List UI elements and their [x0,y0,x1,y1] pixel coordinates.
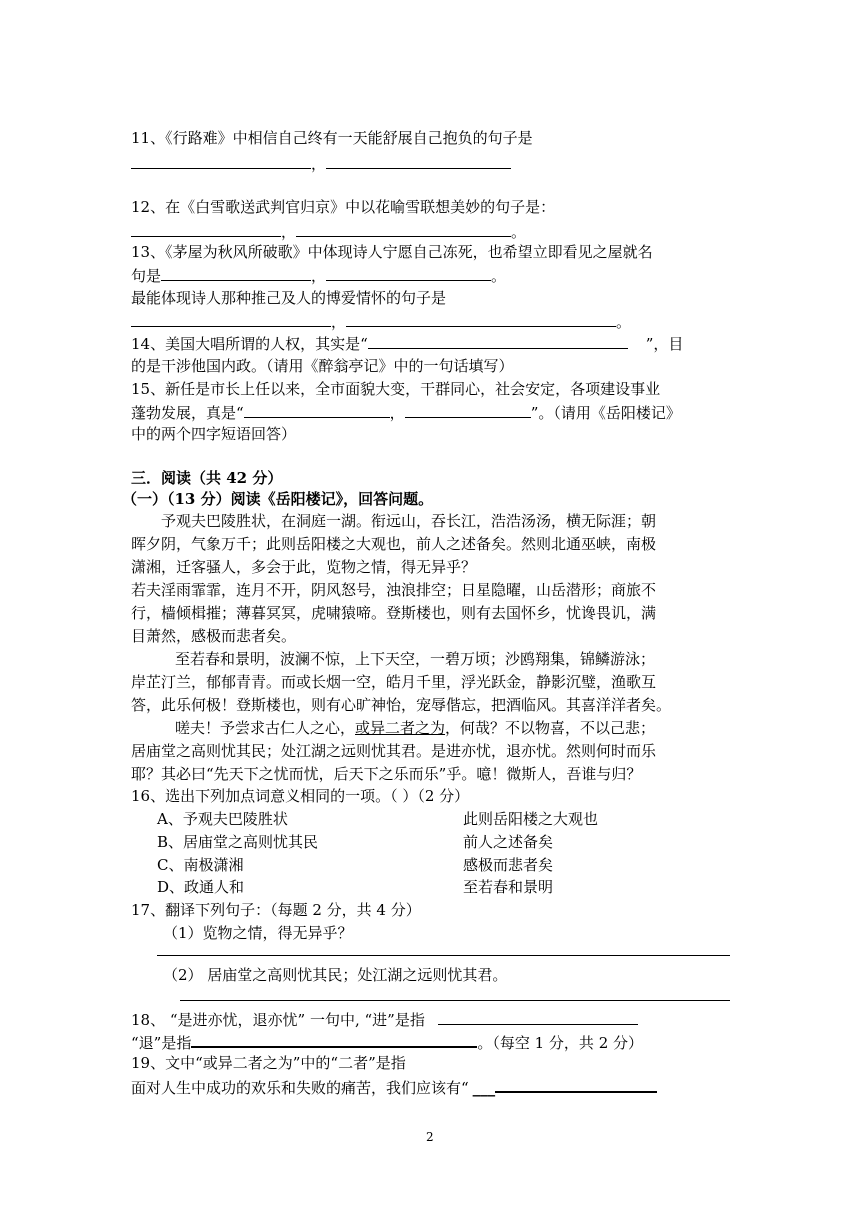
blank[interactable] [244,401,390,418]
separator: ， [389,404,405,422]
q14-suffix: ”，目 [645,335,684,353]
q18-line2 [131,1030,643,1054]
q15-line1: 15、新任是市长上任以来，全市面貌大变，干群同心，社会安定，各项建设事业 [131,380,661,398]
blank[interactable] [131,152,311,169]
option-c-pair: 感极而悲者矣 [463,856,554,874]
q15-line3: 中的两个四字短语回答） [131,425,297,443]
q18-line1 [131,1008,638,1031]
passage-line: 目萧然，感极而悲者矣。 [131,627,297,645]
separator: ， [331,313,347,331]
q14-line2: 的是干涉他国内政。（请用《醉翁亭记》中的一句话填写） [131,357,514,375]
blank[interactable] [495,1075,657,1093]
q17-sentence2: （2） 居庙堂之高则忧其民；处江湖之远则忧其君。 [163,966,508,984]
q19-line1: 19、文中“或异二者之为”中的“二者”是指 [131,1054,406,1072]
passage-line: 行，樯倾楫摧；薄暮冥冥，虎啸猿啼。登斯楼也，则有去国怀乡，忧谗畏讥，满 [131,604,657,622]
passage-text: ，何哉？不以物喜，不以己悲； [445,719,656,737]
blank[interactable] [131,310,331,327]
blank[interactable] [131,220,281,237]
q13-answer-line [131,310,631,333]
underlined-phrase: 或异二者之为 [355,719,446,737]
q13-line2-prefix: 句是 [131,267,162,285]
q18-line2-prefix: “退”是指 [131,1034,192,1052]
passage-line [175,717,655,739]
passage-text: 嗟夫！予尝求古仁人之心， [175,719,356,737]
q13-line1: 13、《茅屋为秋风所破歌》中体现诗人宁愿自己冻死，也希望立即看见之屋就名 [131,243,653,261]
q15-line2 [131,401,681,424]
q11-answer-line [131,152,511,175]
q13-line2 [131,264,506,287]
q17-sentence1: （1）览物之情，得无异乎？ [163,924,353,942]
q11-text: 11、《行路难》中相信自己终有一天能舒展自己抱负的句子是 [131,129,533,147]
blank[interactable] [346,310,616,327]
q17-stem: 17、翻译下列句子：（每题 2 分，共 4 分） [131,901,421,919]
part1-heading: （一）（13 分）阅读《岳阳楼记》，回答问题。 [122,490,434,508]
option-d-pair: 至若春和景明 [463,878,554,896]
option-b[interactable]: B、居庙堂之高则忧其民 [157,833,319,851]
q15-line2-prefix: 蓬勃发展，真是“ [131,404,244,422]
q15-line2-suffix: ”。（请用《岳阳楼记》 [530,404,681,422]
blank[interactable] [326,264,491,281]
answer-line[interactable] [180,1000,730,1001]
passage-line: 晖夕阴，气象万千；此则岳阳楼之大观也，前人之述备矣。然则北通巫峡，南极 [131,535,657,553]
passage-line: 耶？其必曰“先天下之忧而忧，后天下之乐而乐”乎。噫！微斯人，吾谁与归？ [131,765,642,783]
q19-mark: ___ [472,1079,496,1097]
period: 。 [616,313,632,331]
q18-line2-suffix: 。（每空 1 分，共 2 分） [477,1034,644,1052]
passage-line: 潇湘，迁客骚人，多会于此，览物之情，得无异乎？ [131,558,477,576]
blank[interactable] [405,401,531,418]
blank[interactable] [326,152,511,169]
passage-line: 岸芷汀兰，郁郁青青。而或长烟一空，皓月千里，浮光跃金，静影沉璧，渔歌互 [131,673,657,691]
q14-prefix: 14、美国大唱所谓的人权，其实是“ [131,335,368,353]
blank[interactable] [191,1030,477,1048]
option-a-pair: 此则岳阳楼之大观也 [463,810,599,828]
section-title: 三．阅读（共 42 分） [131,469,283,487]
option-a[interactable]: A、予观夫巴陵胜状 [157,810,288,828]
passage-line: 答，此乐何极！登斯楼也，则有心旷神怡，宠辱偕忘，把酒临风。其喜洋洋者矣。 [131,696,672,714]
separator: ， [311,155,327,173]
option-c[interactable]: C、南极潇湘 [157,856,244,874]
option-d[interactable]: D、政通人和 [157,878,245,896]
q13-line3: 最能体现诗人那种推己及人的博爱情怀的句子是 [131,289,447,307]
blank[interactable] [368,332,628,349]
option-b-pair: 前人之述备矣 [463,833,554,851]
period: 。 [511,223,527,241]
blank[interactable] [296,220,511,237]
page-number: 2 [426,1130,434,1144]
q12-text: 12、在《白雪歌送武判官归京》中以花喻雪联想美妙的句子是： [131,198,556,216]
period: 。 [491,267,507,285]
q12-answer-line [131,220,526,243]
blank[interactable] [438,1008,638,1025]
passage-line: 若夫淫雨霏霏，连月不开，阴风怒号，浊浪排空；日星隐曜，山岳潜形；商旅不 [131,581,657,599]
q14-line1 [131,332,683,355]
separator: ， [311,267,327,285]
q19-text: 面对人生中成功的欢乐和失败的痛苦，我们应该有“ [131,1079,469,1097]
answer-line[interactable] [157,955,730,956]
separator: ， [281,223,297,241]
q18-text: 18、 “是进亦忧，退亦忧” 一句中, “进”是指 [131,1011,425,1029]
blank[interactable] [161,264,311,281]
passage-line: 居庙堂之高则忧其民；处江湖之远则忧其君。是进亦忧，退亦忧。然则何时而乐 [131,742,657,760]
passage-line: 至若春和景明，波澜不惊，上下天空，一碧万顷；沙鸥翔集，锦鳞游泳； [175,650,656,668]
passage-line: 予观夫巴陵胜状，在洞庭一湖。衔远山，吞长江，浩浩汤汤，横无际涯；朝 [161,512,657,530]
q16-stem: 16、选出下列加点词意义相同的一项。（ ）（2 分） [131,787,470,805]
q19-line2 [131,1075,657,1099]
